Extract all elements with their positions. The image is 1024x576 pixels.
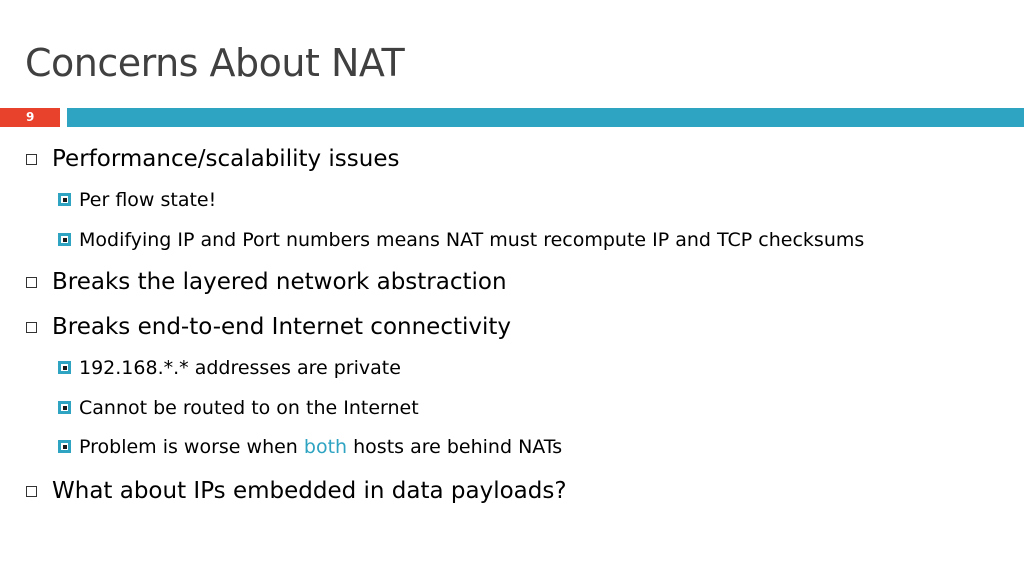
slide-number: 9 (0, 108, 60, 127)
slide-title: Concerns About NAT (25, 41, 405, 85)
sub-bullet-private-addresses (79, 355, 401, 381)
hollow-square-bullet-icon (26, 322, 37, 333)
sub-bullet-text-after: hosts are behind NATs (347, 436, 563, 458)
sub-bullet-text: Modifying IP and Port numbers means NAT must recompute IP and TCP checksums (79, 229, 865, 251)
sub-bullet-cannot-route (79, 395, 419, 421)
hollow-square-bullet-icon (26, 486, 37, 497)
sub-bullet-text: Per flow state! (79, 189, 217, 211)
bullet-performance (52, 144, 399, 174)
square-bullet-icon (58, 193, 71, 206)
sub-bullet-per-flow-state (79, 187, 216, 213)
title-accent-bar (67, 108, 1024, 127)
bullet-layered-abstraction (52, 267, 507, 297)
square-bullet-icon (58, 361, 71, 374)
bullet-text: What about IPs embedded in data payloads? (52, 478, 567, 504)
bullet-text: Breaks end-to-end Internet connectivity (52, 314, 512, 340)
sub-bullet-text: 192.168.*.* addresses are private (79, 357, 401, 379)
square-bullet-icon (58, 233, 71, 246)
sub-bullet-text: Cannot be routed to on the Internet (79, 397, 419, 419)
hollow-square-bullet-icon (26, 154, 37, 165)
sub-bullet-checksums (79, 227, 864, 253)
highlighted-word: both (303, 436, 348, 458)
bullet-text: Performance/scalability issues (52, 146, 400, 172)
bullet-text: Breaks the layered network abstraction (52, 269, 507, 295)
square-bullet-icon (58, 401, 71, 414)
sub-bullet-text-before: Problem is worse when (79, 436, 304, 458)
sub-bullet-both-behind-nats (79, 434, 562, 460)
bullet-embedded-ips (52, 476, 567, 506)
bullet-end-to-end (52, 312, 511, 342)
square-bullet-icon (58, 440, 71, 453)
hollow-square-bullet-icon (26, 277, 37, 288)
